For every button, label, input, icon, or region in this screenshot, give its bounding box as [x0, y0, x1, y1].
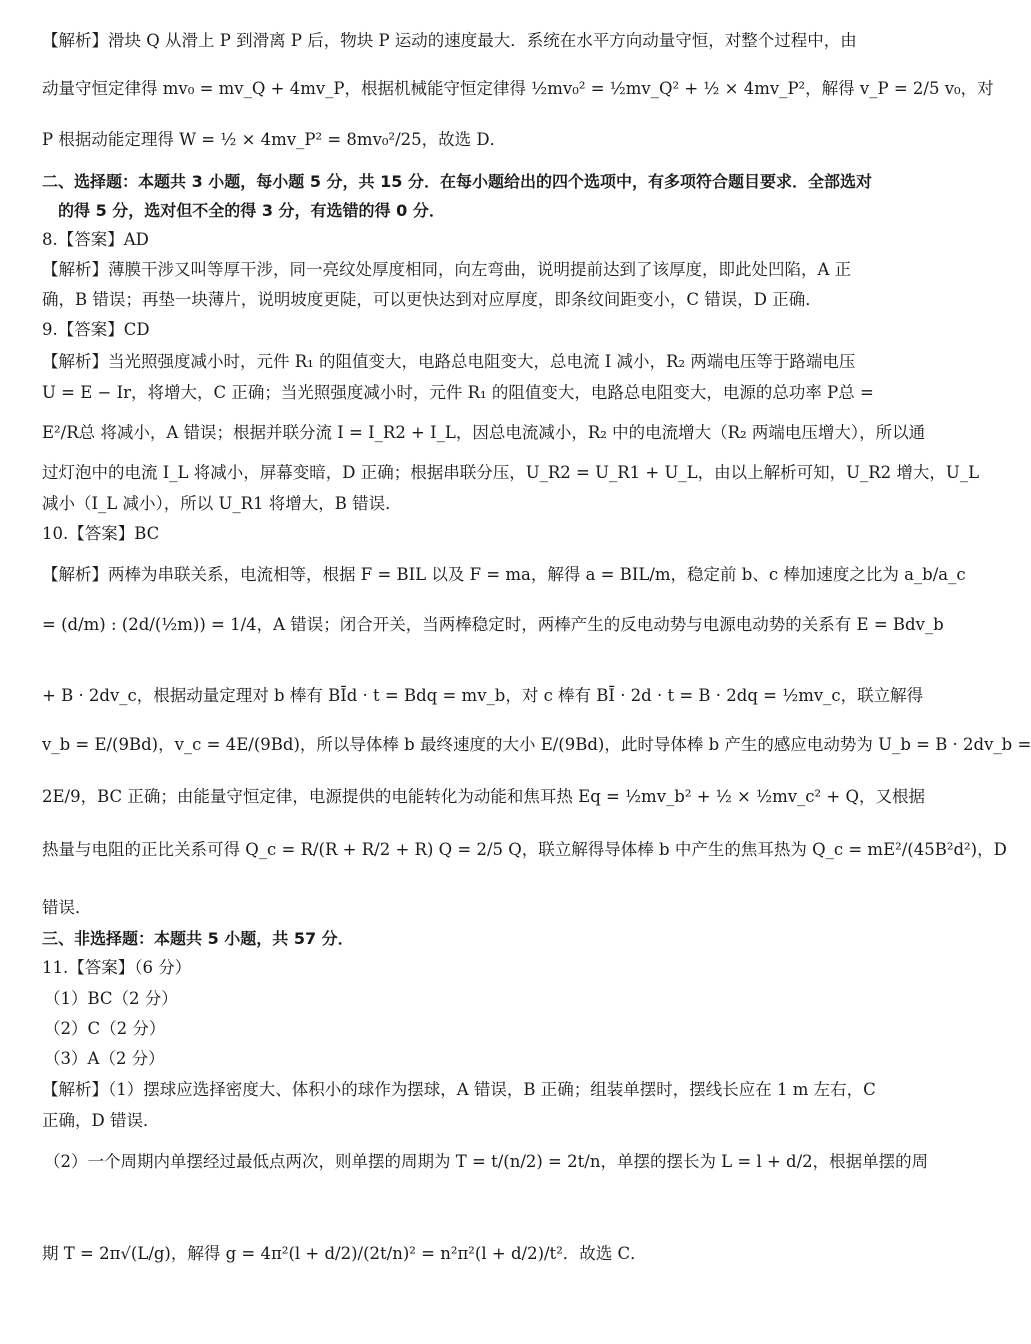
text-line: （3）A（2 分） — [44, 1049, 165, 1068]
text-line: U = E − Ir，将增大，C 正确；当光照强度减小时，元件 R₁ 的阻值变大，电路总电阻变大，电源的总功率 P总 = — [42, 383, 874, 402]
text-line: + B · 2dv_c，根据动量定理对 b 棒有 BĪd · t = Bdq = mv_b，对 c 棒有 BĪ · 2d · t = B · 2dq = ½mv_c，联立解得 — [42, 686, 924, 705]
text-line: 【解析】滑块 Q 从滑上 P 到滑离 P 后，物块 P 运动的速度最大．系统在水平方向动量守恒，对整个过程中，由 — [42, 31, 857, 50]
text-line: 错误． — [42, 898, 92, 917]
text-line: E²/R总 将减小，A 错误；根据并联分流 I = I_R2 + I_L，因总电流减小，R₂ 中的电流增大（R₂ 两端电压增大），所以通 — [42, 423, 926, 442]
text-line: （1）BC（2 分） — [44, 989, 178, 1008]
text-line: 【解析】薄膜干涉又叫等厚干涉，同一亮纹处厚度相同，向左弯曲，说明提前达到了该厚度，即此处凹陷，A 正 — [42, 260, 852, 279]
text-line: 减小（I_L 减小），所以 U_R1 将增大，B 错误． — [42, 494, 402, 513]
text-line: 正确，D 错误． — [42, 1111, 160, 1130]
text-line: 期 T = 2π√(L/g)，解得 g = 4π²(l + d/2)/(2t/n)² = n²π²(l + d/2)/t²．故选 C． — [42, 1244, 647, 1263]
text-line: 10.【答案】BC — [42, 524, 160, 543]
text-line: 过灯泡中的电流 I_L 将减小，屏幕变暗，D 正确；根据串联分压，U_R2 = U_R1 + U_L，由以上解析可知，U_R2 增大，U_L — [42, 463, 980, 482]
text-line: 11.【答案】（6 分） — [42, 958, 192, 977]
text-line: 【解析】（1）摆球应选择密度大、体积小的球作为摆球，A 错误，B 正确；组装单摆时，摆线长应在 1 m 左右，C — [42, 1080, 876, 1099]
text-line: 2E/9，BC 正确；由能量守恒定律，电源提供的电能转化为动能和焦耳热 Eq = ½mv_b² + ½ × ½mv_c² + Q，又根据 — [42, 787, 925, 806]
text-line: v_b = E/(9Bd)，v_c = 4E/(9Bd)，所以导体棒 b 最终速度的大小 E/(9Bd)，此时导体棒 b 产生的感应电动势为 U_b = B · 2dv_b = — [42, 735, 1031, 754]
text-line: 【解析】当光照强度减小时，元件 R₁ 的阻值变大，电路总电阻变大，总电流 I 减小，R₂ 两端电压等于路端电压 — [42, 352, 856, 371]
text-line: 二、选择题：本题共 3 小题，每小题 5 分，共 15 分．在每小题给出的四个选项中，有多项符合题目要求．全部选对 — [42, 172, 872, 191]
text-line: 【解析】两棒为串联关系，电流相等，根据 F = BIL 以及 F = ma，解得 a = BIL/m，稳定前 b、c 棒加速度之比为 a_b/a_c — [42, 565, 966, 584]
text-line: 三、非选择题：本题共 5 小题，共 57 分． — [42, 929, 354, 948]
text-line: 动量守恒定律得 mv₀ = mv_Q + 4mv_P，根据机械能守恒定律得 ½mv₀² = ½mv_Q² + ½ × 4mv_P²，解得 v_P = 2/5 v₀，对 — [42, 79, 994, 98]
text-line: 9.【答案】CD — [42, 320, 150, 339]
text-line: 确，B 错误；再垫一块薄片，说明坡度更陡，可以更快达到对应厚度，即条纹间距变小，C 错误，D 正确． — [42, 290, 822, 309]
text-line: = (d/m) : (2d/(½m)) = 1/4，A 错误；闭合开关，当两棒稳定时，两棒产生的反电动势与电源电动势的关系有 E = Bdv_b — [42, 615, 944, 634]
text-line: （2）C（2 分） — [44, 1019, 166, 1038]
text-line: （2）一个周期内单摆经过最低点两次，则单摆的周期为 T = t/(n/2) = 2t/n，单摆的摆长为 L = l + d/2，根据单摆的周 — [44, 1152, 929, 1171]
text-line: 的得 5 分，选对但不全的得 3 分，有选错的得 0 分． — [42, 201, 445, 220]
text-line: P 根据动能定理得 W = ½ × 4mv_P² = 8mv₀²/25，故选 D． — [42, 130, 507, 149]
text-line: 8.【答案】AD — [42, 230, 149, 249]
text-line: 热量与电阻的正比关系可得 Q_c = R/(R + R/2 + R) Q = 2/5 Q，联立解得导体棒 b 中产生的焦耳热为 Q_c = mE²/(45B²d²)，D — [42, 840, 1007, 859]
